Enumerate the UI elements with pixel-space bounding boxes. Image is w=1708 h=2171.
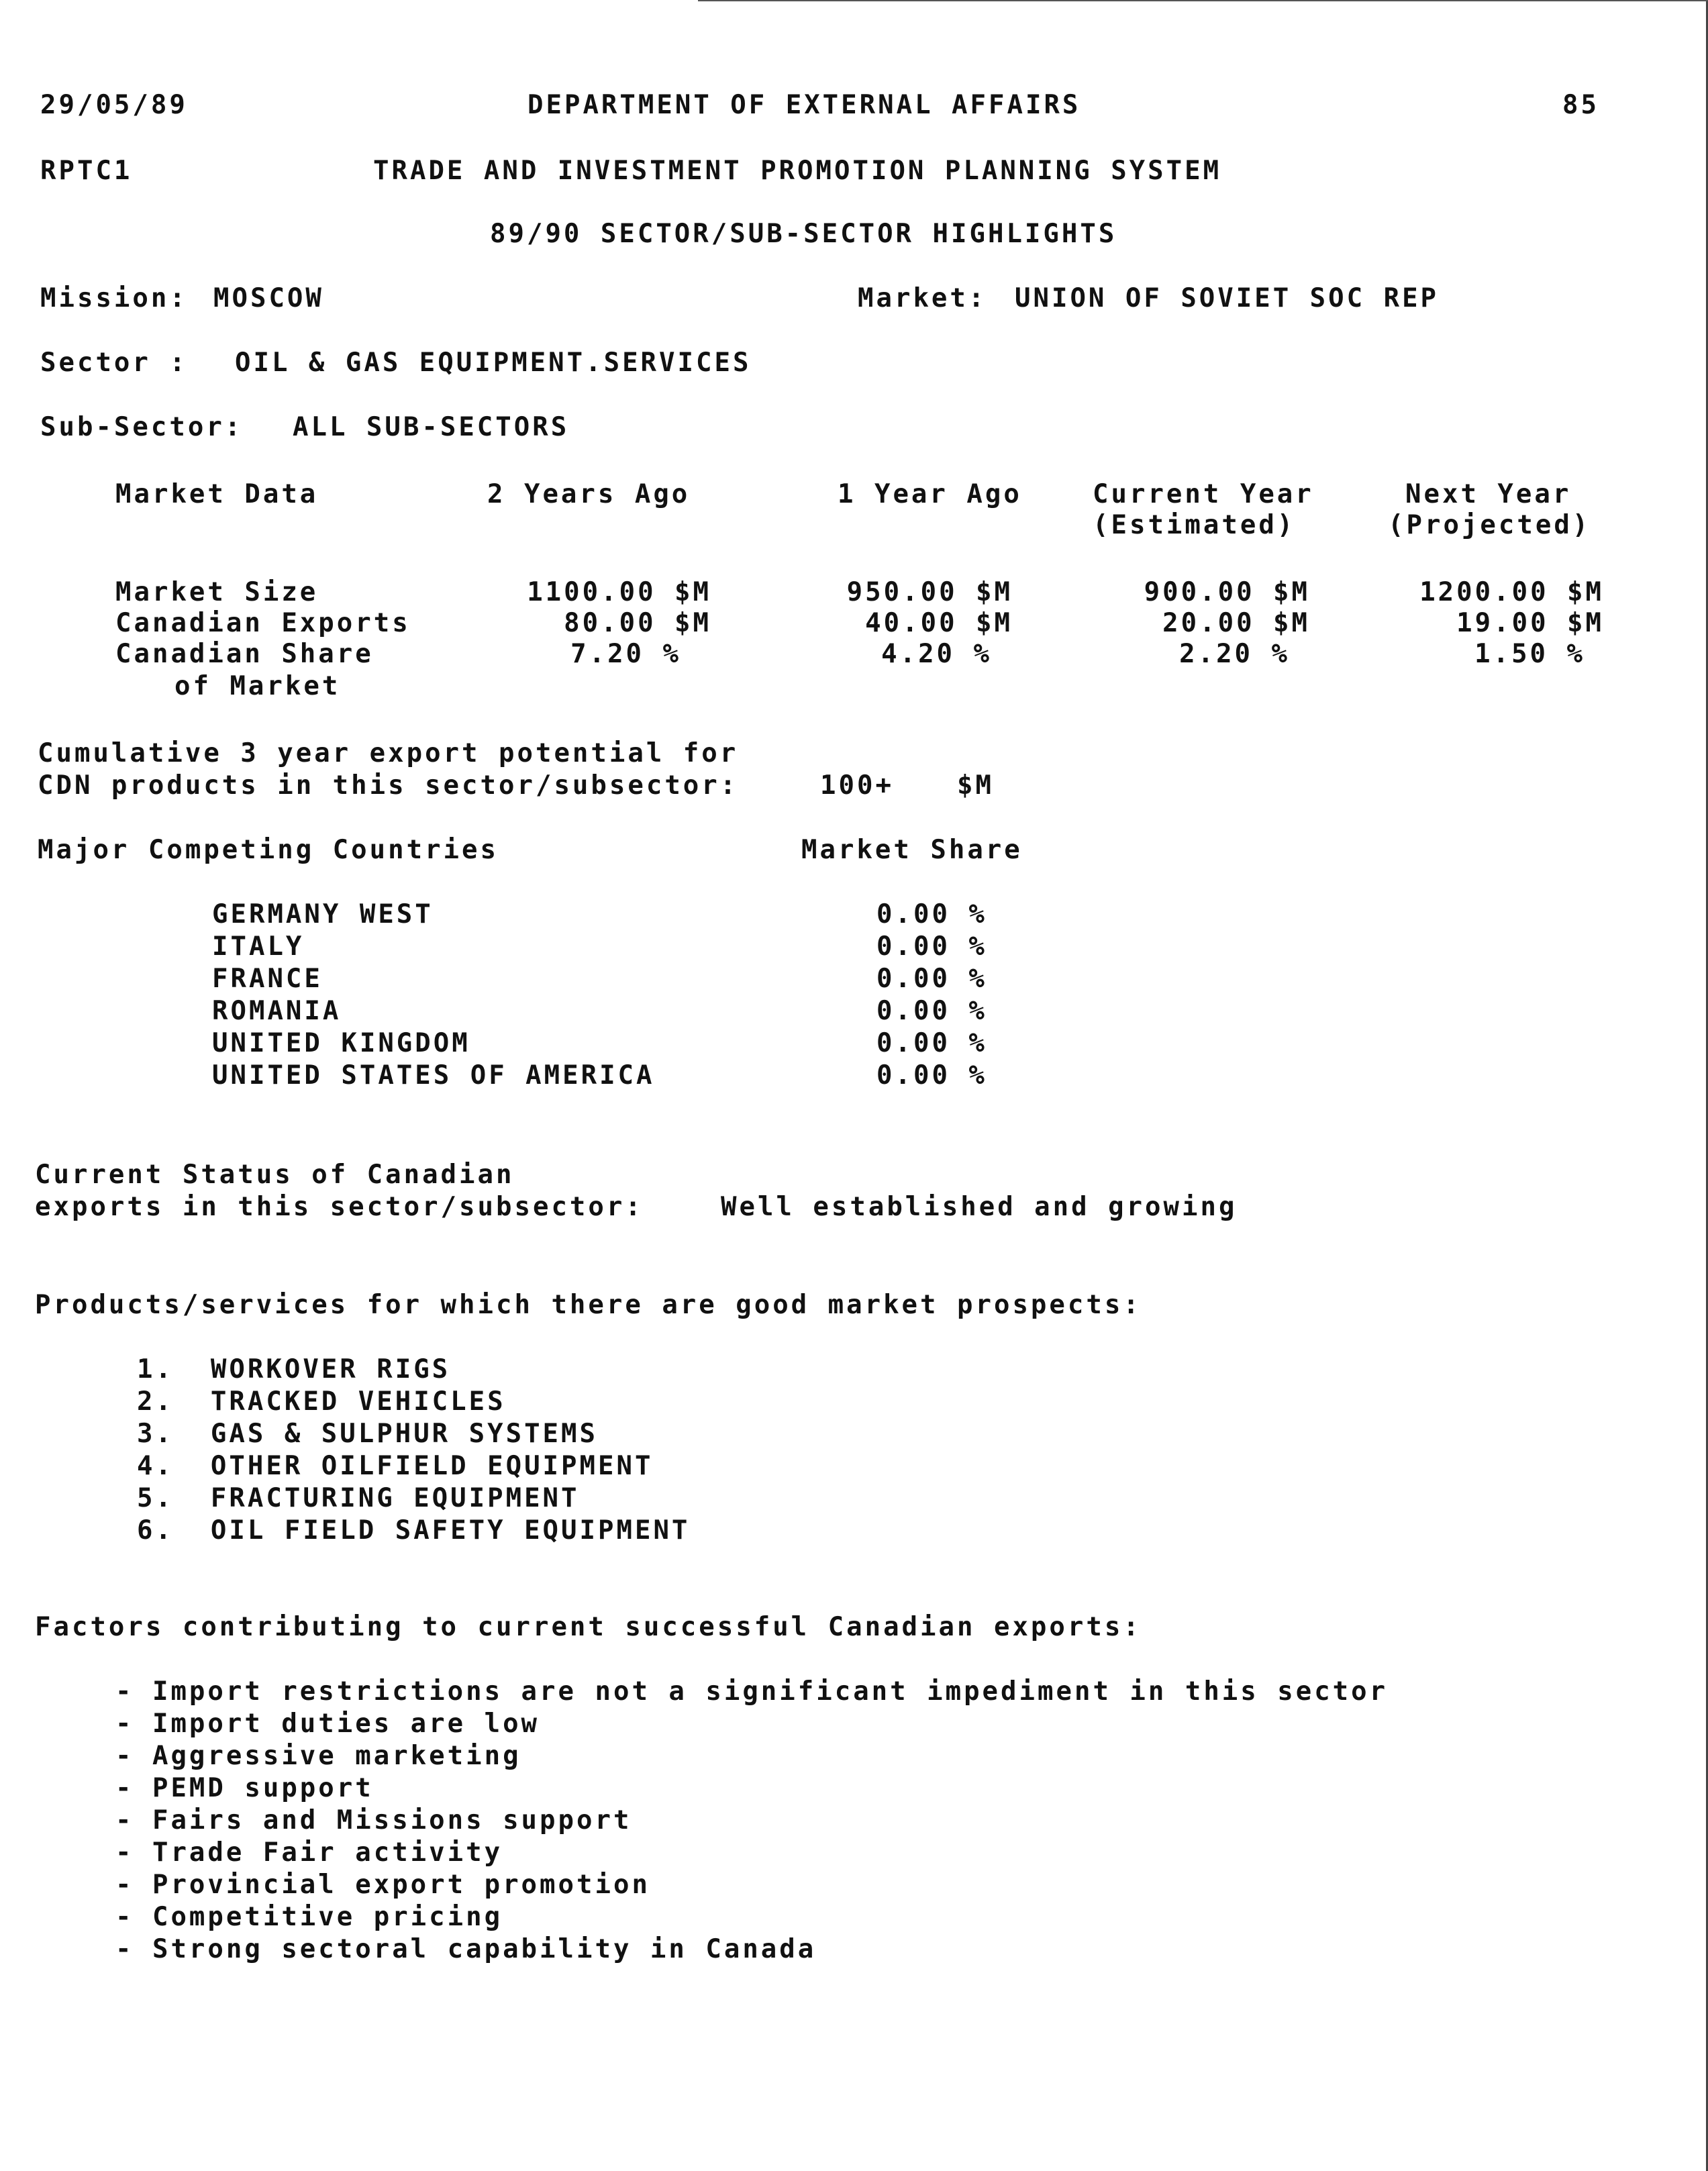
- col-two-years-ago: 2 Years Ago: [487, 479, 691, 509]
- mission-value: MOSCOW: [213, 283, 324, 313]
- row-label-market-size: Market Size: [115, 577, 319, 607]
- competitor-share: 0.00 %: [876, 899, 987, 929]
- cell-share-2y: 7.20 %: [570, 639, 681, 669]
- report-code: RPTC1: [40, 156, 133, 186]
- page-number: 85: [1562, 90, 1599, 120]
- potential-value: 100+: [820, 770, 894, 801]
- report-title: 89/90 SECTOR/SUB-SECTOR HIGHLIGHTS: [490, 219, 1117, 249]
- cell-share-next: 1.50 %: [1474, 639, 1585, 669]
- competitors-heading: Major Competing Countries: [38, 835, 499, 865]
- product-item: 6. OIL FIELD SAFETY EQUIPMENT: [137, 1515, 691, 1546]
- factor-item: - Import restrictions are not a significant impediment in this sector: [115, 1676, 1389, 1707]
- factors-heading: Factors contributing to current successful Canadian exports:: [35, 1612, 1142, 1642]
- subsector-label: Sub-Sector:: [40, 412, 244, 442]
- col-next-year: Next Year: [1405, 479, 1572, 509]
- product-item: 4. OTHER OILFIELD EQUIPMENT: [137, 1451, 654, 1481]
- competitor-country: UNITED STATES OF AMERICA: [212, 1060, 655, 1091]
- cell-exports-2y: 80.00 $M: [564, 608, 711, 638]
- factor-item: - Competitive pricing: [115, 1902, 503, 1932]
- competitor-country: FRANCE: [212, 964, 323, 994]
- competitor-share: 0.00 %: [876, 996, 987, 1026]
- cell-market-size-cur: 900.00 $M: [1144, 577, 1310, 607]
- products-heading: Products/services for which there are good market prospects:: [35, 1290, 1142, 1320]
- market-value: UNION OF SOVIET SOC REP: [1015, 283, 1440, 313]
- department-title: DEPARTMENT OF EXTERNAL AFFAIRS: [528, 90, 1081, 120]
- product-item: 2. TRACKED VEHICLES: [137, 1386, 506, 1417]
- cell-exports-next: 19.00 $M: [1456, 608, 1604, 638]
- mission-label: Mission:: [40, 283, 188, 313]
- status-value: Well established and growing: [721, 1192, 1238, 1222]
- row-label-canadian-share: Canadian Share: [115, 639, 374, 669]
- cell-market-size-next: 1200.00 $M: [1419, 577, 1604, 607]
- factor-item: - Trade Fair activity: [115, 1837, 503, 1868]
- competitor-country: ROMANIA: [212, 996, 342, 1026]
- cell-share-1y: 4.20 %: [881, 639, 992, 669]
- page-edge: [698, 0, 1708, 1]
- col-current-year-sub: (Estimated): [1093, 510, 1296, 540]
- status-line-1: Current Status of Canadian: [35, 1160, 515, 1190]
- competitor-country: GERMANY WEST: [212, 899, 434, 929]
- market-label: Market:: [858, 283, 987, 313]
- factor-item: - PEMD support: [115, 1773, 374, 1803]
- factor-item: - Import duties are low: [115, 1709, 540, 1739]
- row-label-canadian-exports: Canadian Exports: [115, 608, 411, 638]
- factor-item: - Aggressive marketing: [115, 1741, 521, 1771]
- product-item: 1. WORKOVER RIGS: [137, 1354, 451, 1384]
- competitor-share: 0.00 %: [876, 1028, 987, 1058]
- col-current-year: Current Year: [1093, 479, 1314, 509]
- sector-label: Sector :: [40, 348, 188, 378]
- cell-market-size-2y: 1100.00 $M: [527, 577, 711, 607]
- potential-line-2: CDN products in this sector/subsector:: [38, 770, 739, 801]
- factor-item: - Provincial export promotion: [115, 1870, 650, 1900]
- system-title: TRADE AND INVESTMENT PROMOTION PLANNING SYSTEM: [373, 156, 1222, 186]
- subsector-value: ALL SUB-SECTORS: [293, 412, 570, 442]
- factor-item: - Fairs and Missions support: [115, 1805, 632, 1835]
- row-label-canadian-share-sub: of Market: [174, 671, 341, 701]
- product-item: 5. FRACTURING EQUIPMENT: [137, 1483, 580, 1513]
- competitor-share: 0.00 %: [876, 931, 987, 962]
- report-date: 29/05/89: [40, 90, 188, 120]
- competitor-share: 0.00 %: [876, 964, 987, 994]
- cell-market-size-1y: 950.00 $M: [846, 577, 1013, 607]
- competitor-share: 0.00 %: [876, 1060, 987, 1091]
- potential-line-1: Cumulative 3 year export potential for: [38, 738, 739, 768]
- status-line-2: exports in this sector/subsector:: [35, 1192, 644, 1222]
- cell-share-cur: 2.20 %: [1179, 639, 1290, 669]
- col-next-year-sub: (Projected): [1388, 510, 1591, 540]
- product-item: 3. GAS & SULPHUR SYSTEMS: [137, 1419, 598, 1449]
- competitor-country: ITALY: [212, 931, 305, 962]
- cell-exports-cur: 20.00 $M: [1162, 608, 1310, 638]
- cell-exports-1y: 40.00 $M: [865, 608, 1013, 638]
- factor-item: - Strong sectoral capability in Canada: [115, 1934, 817, 1964]
- competitor-country: UNITED KINGDOM: [212, 1028, 470, 1058]
- sector-value: OIL & GAS EQUIPMENT.SERVICES: [235, 348, 752, 378]
- potential-unit: $M: [957, 770, 994, 801]
- market-share-heading: Market Share: [801, 835, 1023, 865]
- market-data-heading: Market Data: [115, 479, 319, 509]
- col-one-year-ago: 1 Year Ago: [838, 479, 1022, 509]
